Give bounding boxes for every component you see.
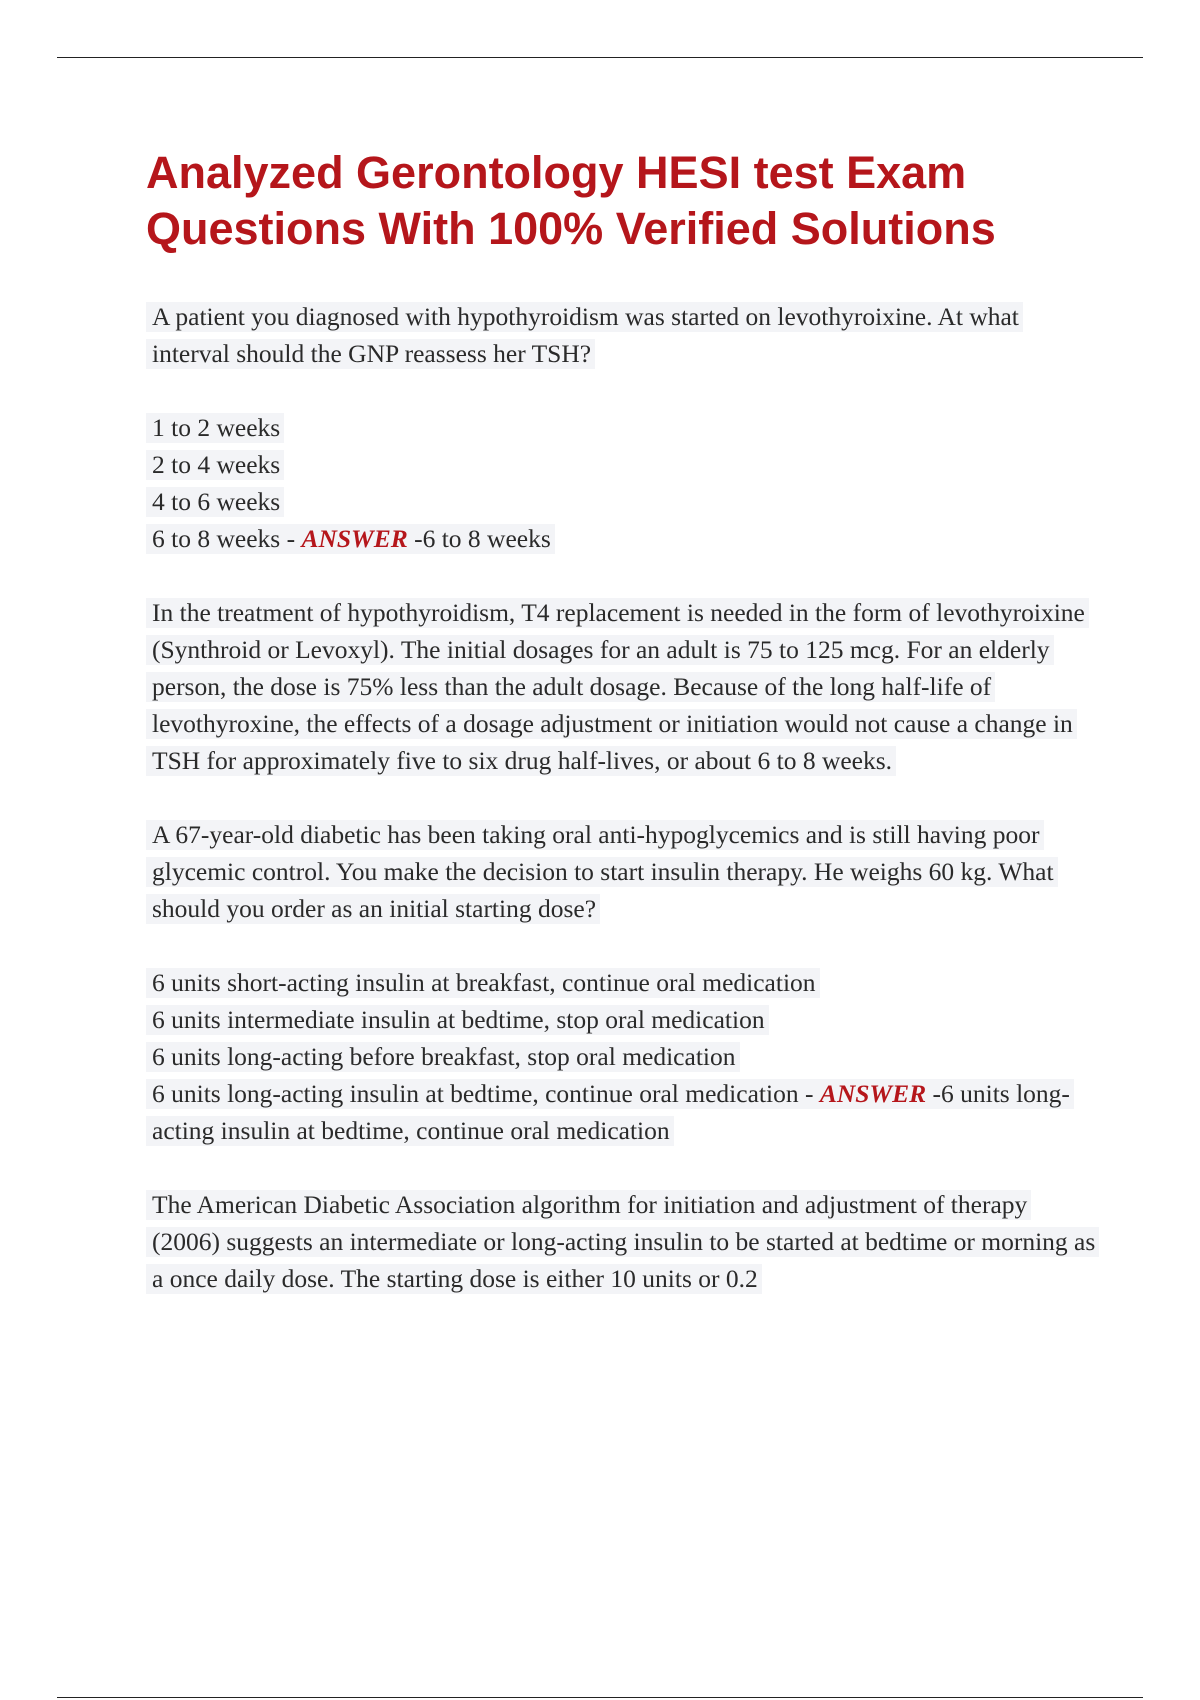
footer-rule bbox=[57, 1697, 1143, 1698]
answer-1: -6 to 8 weeks bbox=[414, 524, 551, 553]
answer-label: ANSWER bbox=[301, 524, 408, 553]
question-1-text: A patient you diagnosed with hypothyroidism was started on levothyroixine. At what interval should the GNP reassess her TSH? bbox=[146, 302, 1023, 369]
option-2b: 6 units intermediate insulin at bedtime, stop oral medication bbox=[146, 1001, 1096, 1038]
option-1c: 4 to 6 weeks bbox=[146, 483, 1096, 520]
document-title: Analyzed Gerontology HESI test Exam Questions With 100% Verified Solutions bbox=[146, 147, 996, 254]
option-2d: 6 units long-acting insulin at bedtime, continue oral medication - ANSWER -6 units long-acting insulin at bedtime, continue oral medication bbox=[146, 1079, 1074, 1146]
option-1b: 2 to 4 weeks bbox=[146, 446, 1096, 483]
question-1-options bbox=[146, 409, 1096, 557]
answer-2: units long-acting insulin at bedtime, continue oral medication bbox=[152, 1079, 1070, 1145]
answer-2-start: -6 bbox=[932, 1079, 954, 1108]
option-1a: 1 to 2 weeks bbox=[146, 409, 1096, 446]
document-body bbox=[146, 145, 1096, 1334]
option-1d: 6 to 8 weeks - ANSWER -6 to 8 weeks bbox=[146, 520, 1096, 557]
question-2 bbox=[146, 816, 1096, 927]
question-2-text: A 67-year-old diabetic has been taking oral anti-hypoglycemics and is still having poor glycemic control. You make the decision to start insulin therapy. He weighs 60 kg. What should you order as an initial starting dose? bbox=[146, 820, 1058, 924]
question-2-options bbox=[146, 964, 1096, 1149]
option-2c: 6 units long-acting before breakfast, stop oral medication bbox=[146, 1038, 1096, 1075]
explanation-1: In the treatment of hypothyroidism, T4 replacement is needed in the form of levothyroixine (Synthroid or Levoxyl). The initial dosages for an adult is 75 to 125 mcg. For an elderly person, the dose is 75% less than the adult dosage. Because of the long half-life of levothyroxine, the effects of a dosage adjustment or initiation would not cause a change in TSH for approximately five to six drug half-lives, or about 6 to 8 weeks. bbox=[146, 594, 1096, 779]
answer-label: ANSWER bbox=[819, 1079, 927, 1108]
question-1 bbox=[146, 298, 1096, 372]
option-2a: 6 units short-acting insulin at breakfast, continue oral medication bbox=[146, 964, 1096, 1001]
explanation-2: The American Diabetic Association algorithm for initiation and adjustment of therapy (2006) suggests an intermediate or long-acting insulin to be started at bedtime or morning as a once daily dose. The starting dose is either 10 units or 0.2 bbox=[146, 1186, 1096, 1297]
header-rule bbox=[57, 57, 1143, 58]
